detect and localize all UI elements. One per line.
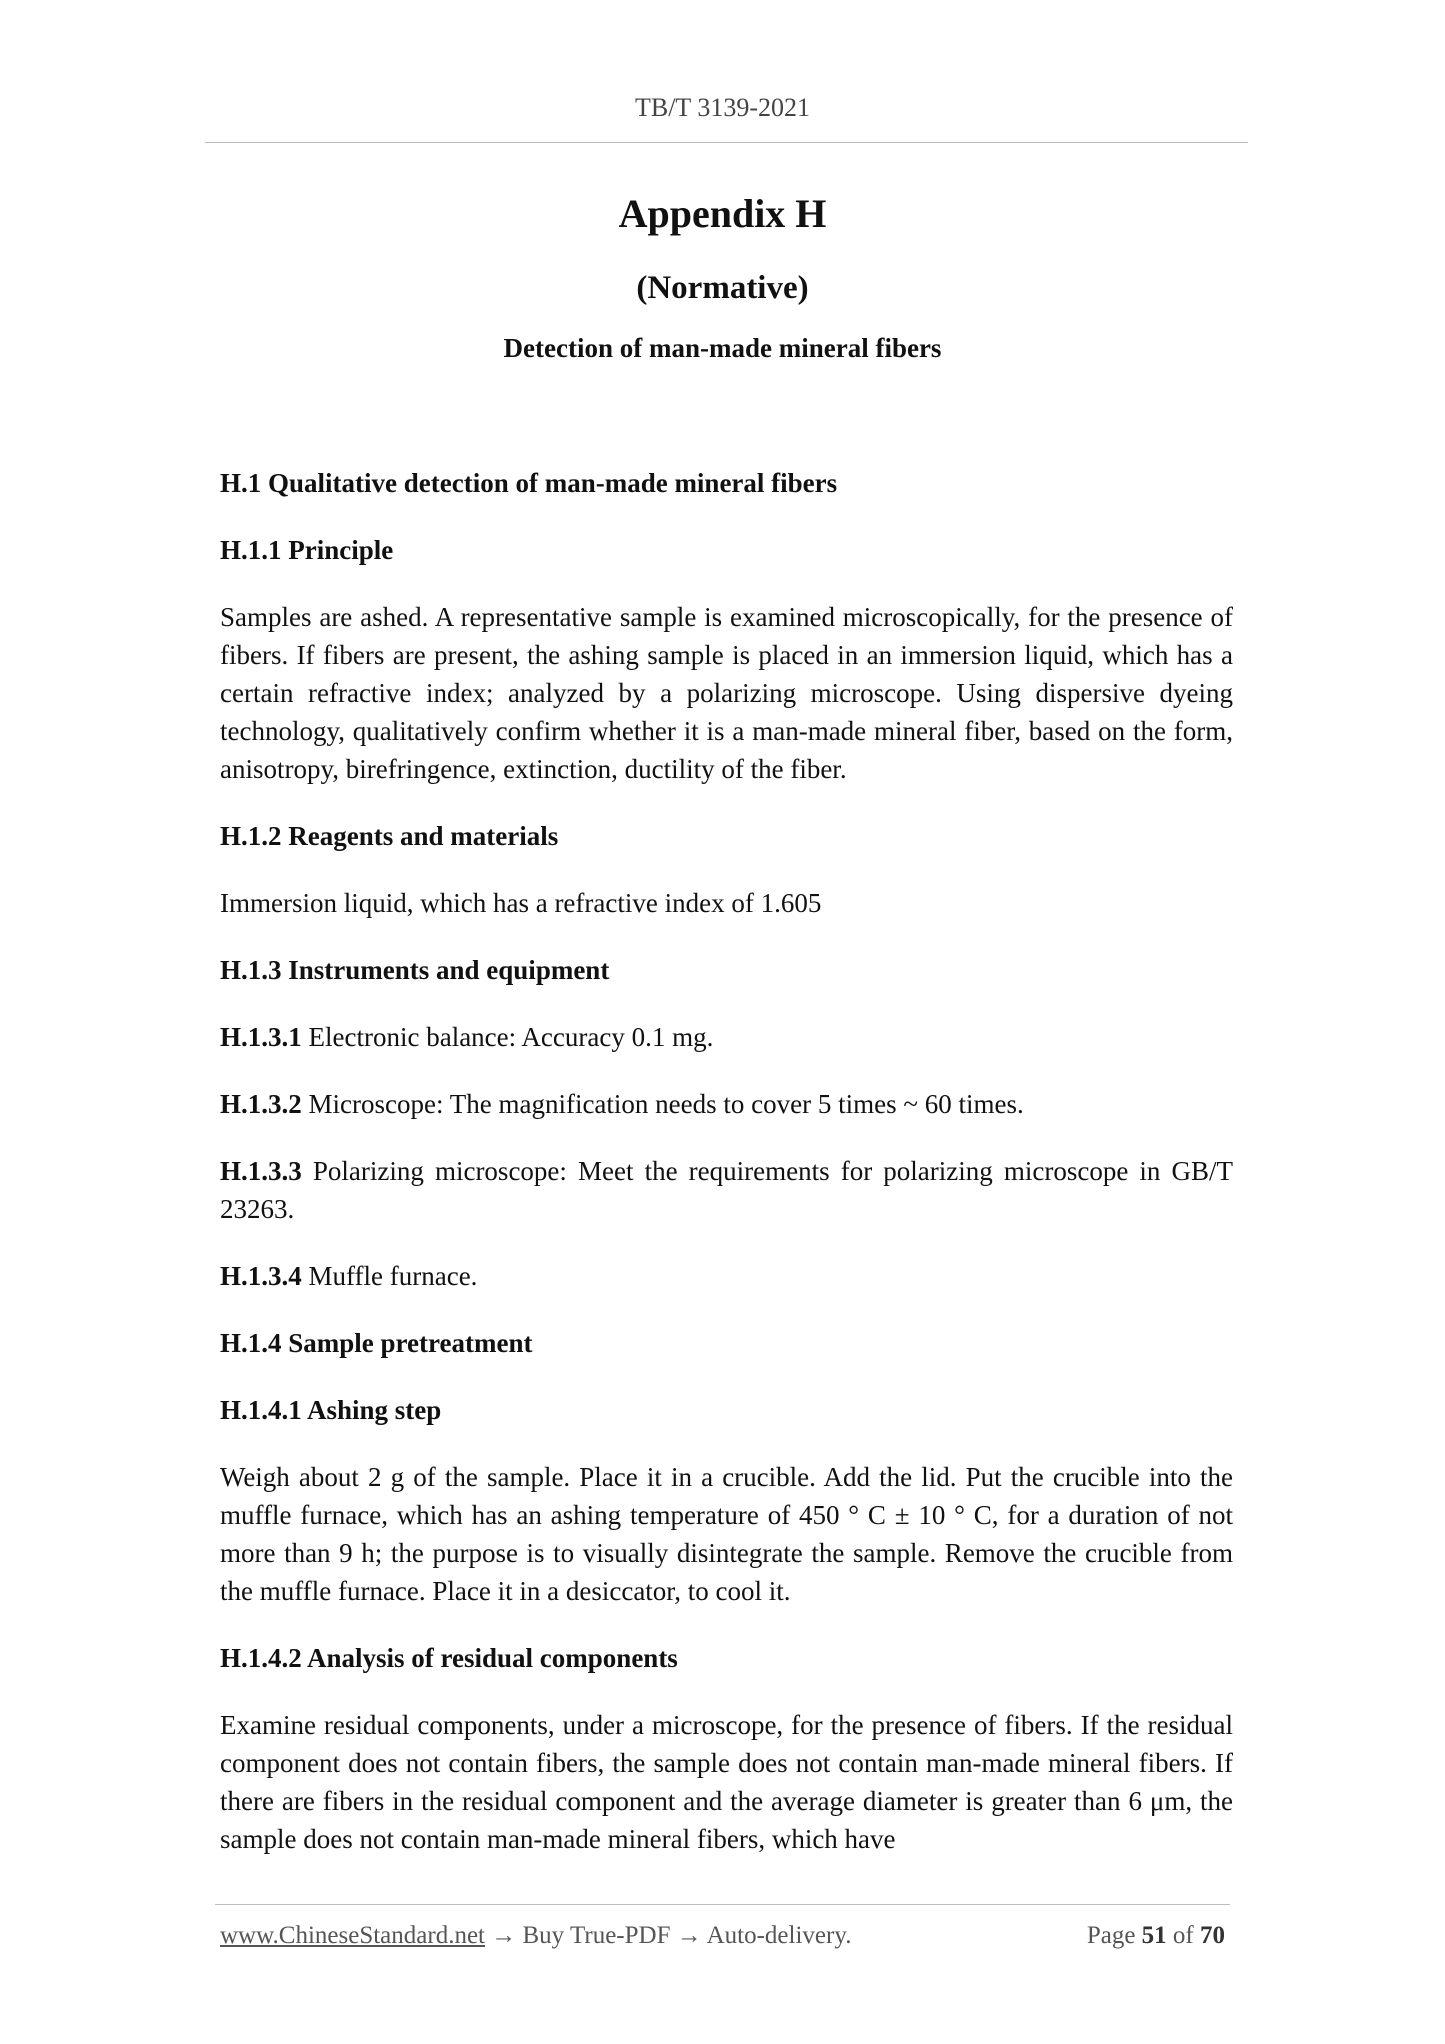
total-pages: 70 <box>1200 1922 1225 1949</box>
page-footer <box>220 1922 1225 1950</box>
clause-h1-3-4 <box>220 1257 1233 1295</box>
principle-paragraph: Samples are ashed. A representative sample is examined microscopically, for the presence of fibers. If fibers are present, the ashing sample is placed in an immersion liquid, which has a certain refractive index; analyzed by a polarizing microscope. Using dispersive dyeing technology, qualitatively confirm whether it is a man-made mineral fiber, based on the form, anisotropy, birefringence, extinction, ductility of the fiber. <box>220 602 1233 784</box>
page-number: 51 <box>1141 1922 1167 1949</box>
footer-divider <box>215 1904 1230 1905</box>
of-label: of <box>1172 1922 1194 1949</box>
section-heading-h1-3: H.1.3 Instruments and equipment <box>220 955 610 985</box>
section-heading-h1-4-2: H.1.4.2 Analysis of residual components <box>220 1643 678 1673</box>
section-heading-h1-4: H.1.4 Sample pretreatment <box>220 1328 533 1358</box>
clause-text: Electronic balance: Accuracy 0.1 mg. <box>308 1022 714 1052</box>
clause-h1-3-2 <box>220 1085 1233 1123</box>
auto-delivery-text: Auto-delivery. <box>706 1922 852 1949</box>
appendix-description: Detection of man-made mineral fibers <box>503 333 942 363</box>
ashing-paragraph: Weigh about 2 g of the sample. Place it in a crucible. Add the lid. Put the crucible into the muffle furnace, which has an ashing temperature of 450 ° C ± 10 ° C, for a duration of not more than 9 h; the purpose is to visually disintegrate the sample. Remove the crucible from the muffle furnace. Place it in a desiccator, to cool it. <box>220 1462 1233 1606</box>
appendix-subtitle: (Normative) <box>636 270 809 306</box>
clause-h1-3-3 <box>220 1152 1233 1228</box>
buy-pdf-text: Buy True-PDF <box>522 1922 671 1949</box>
reagents-paragraph: Immersion liquid, which has a refractive index of 1.605 <box>220 888 822 918</box>
standard-code-header: TB/T 3139-2021 <box>634 93 811 122</box>
section-heading-h1-4-1: H.1.4.1 Ashing step <box>220 1395 442 1425</box>
clause-text: Polarizing microscope: Meet the requirements for polarizing microscope in GB/T 23263. <box>220 1156 1234 1224</box>
section-heading-h1: H.1 Qualitative detection of man-made mineral fibers <box>220 468 838 498</box>
arrow-right-icon: → <box>491 1922 517 1949</box>
header-divider <box>205 142 1248 143</box>
site-link[interactable]: www.ChineseStandard.net <box>220 1922 485 1949</box>
page-label: Page <box>1086 1922 1136 1949</box>
footer-promo <box>220 1922 851 1949</box>
clause-number: H.1.3.2 <box>220 1089 302 1119</box>
clause-number: H.1.3.3 <box>220 1156 302 1186</box>
arrow-right-icon: → <box>676 1922 702 1949</box>
appendix-title: Appendix H <box>618 191 827 236</box>
clause-number: H.1.3.1 <box>220 1022 302 1052</box>
page-indicator <box>1087 1922 1225 1950</box>
clause-text: Microscope: The magnification needs to cover 5 times ~ 60 times. <box>308 1089 1024 1119</box>
document-body <box>220 464 1233 1887</box>
section-heading-h1-2: H.1.2 Reagents and materials <box>220 821 559 851</box>
clause-number: H.1.3.4 <box>220 1261 302 1291</box>
residual-paragraph: Examine residual components, under a microscope, for the presence of fibers. If the residual component does not contain fibers, the sample does not contain man-made mineral fibers. If there are fibers in the residual component and the average diameter is greater than 6 μm, the sample does not contain man-made mineral fibers, which have <box>220 1710 1233 1854</box>
clause-h1-3-1 <box>220 1018 1233 1056</box>
section-heading-h1-1: H.1.1 Principle <box>220 535 394 565</box>
clause-text: Muffle furnace. <box>308 1261 478 1291</box>
